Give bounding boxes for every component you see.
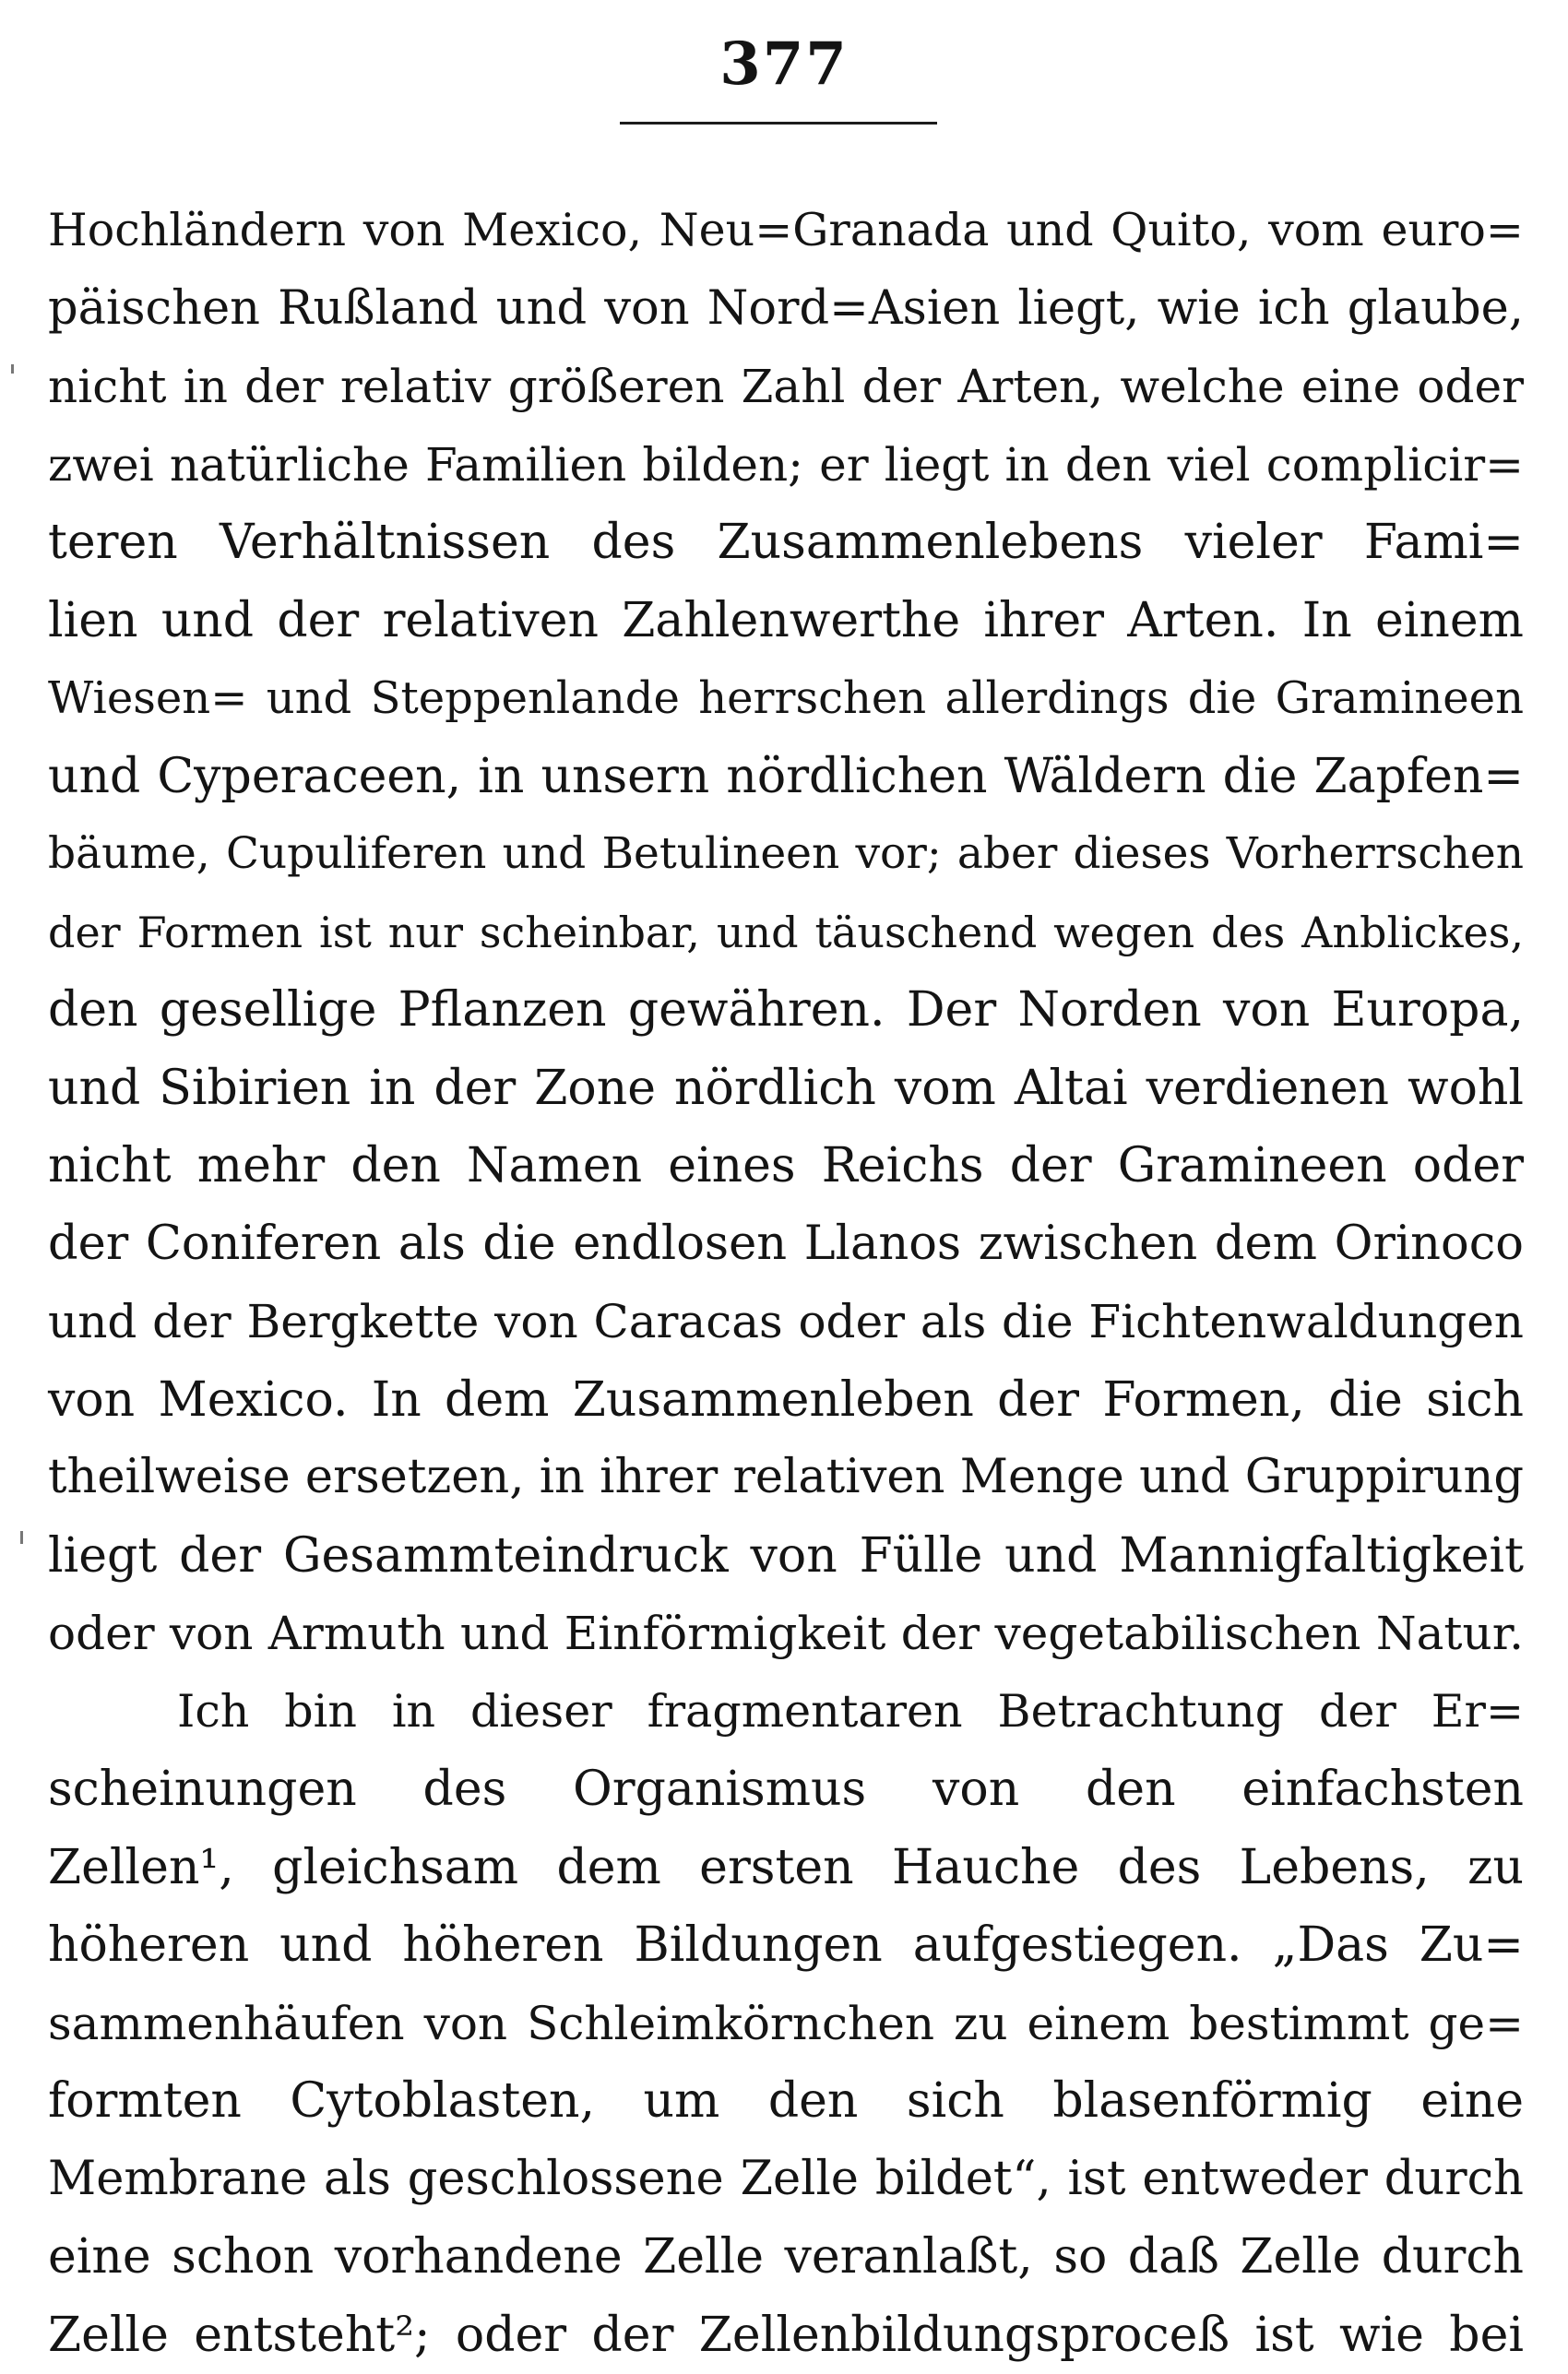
text-line: Zellen¹, gleichsam dem ersten Hauche des Lebens, zu: [48, 1829, 1524, 1907]
text-line: eine schon vorhandene Zelle veranlaßt, so daß Zelle durch: [48, 2218, 1524, 2297]
text-line: von Mexico. In dem Zusammenleben der Formen, die sich: [48, 1361, 1524, 1440]
text-line: liegt der Gesammteindruck von Fülle und Mannigfaltigkeit: [48, 1517, 1524, 1596]
margin-mark: [20, 1531, 23, 1544]
text-line: zwei natürliche Familien bilden; er liegt in den viel complicir=: [48, 426, 1524, 504]
text-line-paragraph-start: Ich bin in dieser fragmentaren Betrachtung der Er=: [48, 1673, 1524, 1751]
header-rule: [620, 122, 937, 125]
text-line: der Coniferen als die endlosen Llanos zwischen dem Orinoco: [48, 1205, 1524, 1284]
page-number: 377: [0, 28, 1568, 101]
text-line: Membrane als geschlossene Zelle bildet“, ist entweder durch: [48, 2141, 1524, 2219]
text-line: päischen Rußland und von Nord=Asien liegt, wie ich glaube,: [48, 270, 1524, 349]
text-line: sammenhäufen von Schleimkörnchen zu einem bestimmt ge=: [48, 1985, 1524, 2063]
margin-mark: [11, 364, 14, 374]
text-line: theilweise ersetzen, in ihrer relativen Menge und Gruppirung: [48, 1439, 1524, 1517]
text-line: nicht mehr den Namen eines Reichs der Gramineen oder: [48, 1127, 1524, 1205]
text-line: der Formen ist nur scheinbar, und täuschend wegen des Anblickes,: [48, 894, 1524, 972]
text-line: teren Verhältnissen des Zusammenlebens vieler Fami=: [48, 504, 1524, 582]
text-line: Hochländern von Mexico, Neu=Granada und Quito, vom euro=: [48, 192, 1524, 270]
text-line: nicht in der relativ größeren Zahl der Arten, welche eine oder: [48, 348, 1524, 426]
text-line: lien und der relativen Zahlenwerthe ihrer Arten. In einem: [48, 582, 1524, 660]
text-line: und der Bergkette von Caracas oder als die Fichtenwaldungen: [48, 1283, 1524, 1361]
text-line: formten Cytoblasten, um den sich blasenförmig eine: [48, 2062, 1524, 2141]
text-line: scheinungen des Organismus von den einfachsten: [48, 1751, 1524, 1829]
body-text: [48, 192, 1524, 2374]
text-line: Wiesen= und Steppenlande herrschen allerdings die Gramineen: [48, 659, 1524, 738]
text-line: oder von Armuth und Einförmigkeit der vegetabilischen Natur.: [48, 1595, 1524, 1673]
text-line: Zelle entsteht²; oder der Zellenbildungsproceß ist wie bei: [48, 2297, 1524, 2374]
text-line: bäume, Cupuliferen und Betulineen vor; aber dieses Vorherrschen: [48, 815, 1524, 894]
text-line: höheren und höheren Bildungen aufgestiegen. „Das Zu=: [48, 1906, 1524, 1985]
text-line: und Cyperaceen, in unsern nördlichen Wäldern die Zapfen=: [48, 738, 1524, 816]
text-line: und Sibirien in der Zone nördlich vom Altai verdienen wohl: [48, 1050, 1524, 1128]
text-line: den gesellige Pflanzen gewähren. Der Norden von Europa,: [48, 971, 1524, 1050]
